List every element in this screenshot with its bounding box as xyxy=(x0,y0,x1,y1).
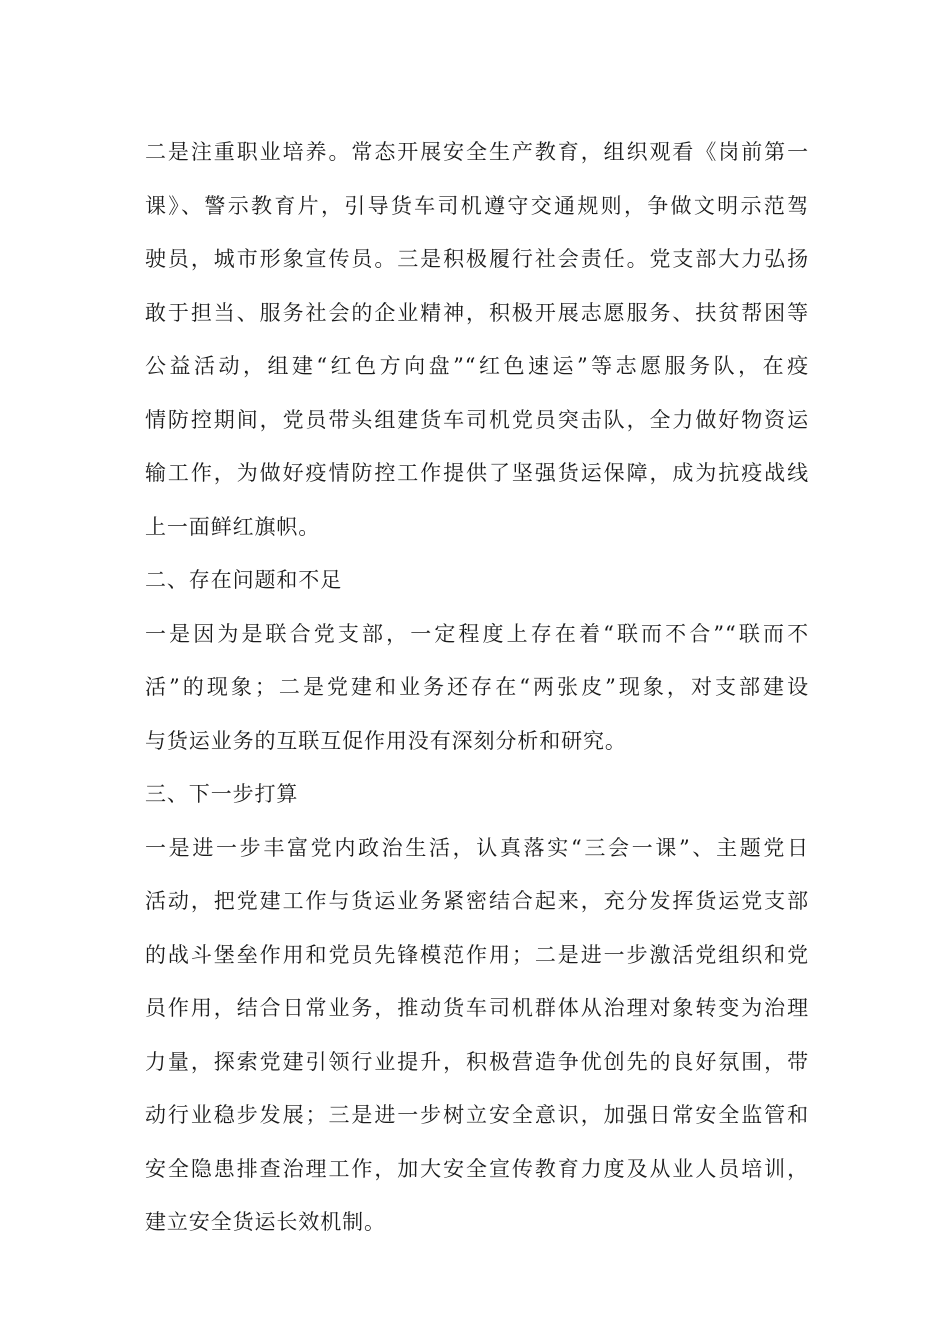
document-body xyxy=(145,126,809,1250)
text-line: 活”的现象；二是党建和业务还存在“两张皮”现象，对支部建设 xyxy=(145,675,809,699)
text-line: 安全隐患排查治理工作，加大安全宣传教育力度及从业人员培训， xyxy=(145,1156,809,1181)
text-line: 情防控期间，党员带头组建货车司机党员突击队，全力做好物资运 xyxy=(145,407,809,432)
text-line: 输工作，为做好疫情防控工作提供了坚强货运保障，成为抗疫战线 xyxy=(145,461,809,485)
paragraph xyxy=(145,822,809,1250)
text-line: 上一面鲜红旗帜。 xyxy=(145,514,321,539)
text-line: 建立安全货运长效机制。 xyxy=(145,1210,386,1234)
text-line: 一是进一步丰富党内政治生活，认真落实“三会一课”、主题党日 xyxy=(145,835,809,860)
text-line: 动行业稳步发展；三是进一步树立安全意识，加强日常安全监管和 xyxy=(145,1103,809,1127)
text-line: 敢于担当、服务社会的企业精神，积极开展志愿服务、扶贫帮困等 xyxy=(145,300,809,325)
text-line: 与货运业务的互联互促作用没有深刻分析和研究。 xyxy=(145,728,627,753)
text-line: 驶员，城市形象宣传员。三是积极履行社会责任。党支部大力弘扬 xyxy=(145,247,809,271)
text-line: 二是注重职业培养。常态开展安全生产教育，组织观看《岗前第一 xyxy=(145,140,809,164)
heading-text: 二、存在问题和不足 xyxy=(145,568,343,592)
text-line: 的战斗堡垒作用和党员先锋模范作用；二是进一步激活党组织和党 xyxy=(145,942,809,967)
text-line: 活动，把党建工作与货运业务紧密结合起来，充分发挥货运党支部 xyxy=(145,889,809,913)
paragraph xyxy=(145,126,809,554)
text-line: 员作用，结合日常业务，推动货车司机群体从治理对象转变为治理 xyxy=(145,996,809,1020)
section-heading xyxy=(145,554,809,608)
text-line: 公益活动，组建“红色方向盘”“红色速运”等志愿服务队，在疫 xyxy=(145,354,809,378)
section-heading xyxy=(145,768,809,822)
paragraph xyxy=(145,608,809,769)
text-line: 课》、警示教育片，引导货车司机遵守交通规则，争做文明示范驾 xyxy=(145,193,809,218)
text-line: 一是因为是联合党支部，一定程度上存在着“联而不合”“联而不 xyxy=(145,621,809,646)
text-line: 力量，探索党建引领行业提升，积极营造争优创先的良好氛围，带 xyxy=(145,1049,809,1074)
heading-text: 三、下一步打算 xyxy=(145,782,299,806)
